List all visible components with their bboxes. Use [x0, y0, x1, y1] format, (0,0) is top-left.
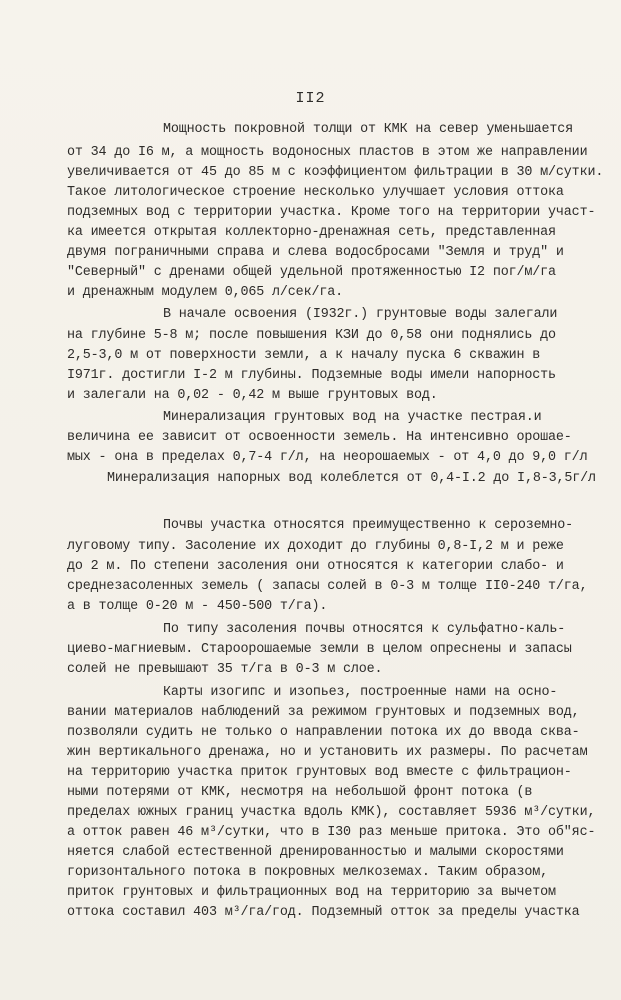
text-line: до 2 м. По степени засоления они относятся к категории слабо- и	[67, 559, 564, 574]
text-line: на территорию участка приток грунтовых вод вместе с фильтрацион-	[67, 765, 572, 780]
text-line: позволяли судить не только о направлении потока их до ввода сква-	[67, 725, 580, 740]
text-line: луговому типу. Засоление их доходит до глубины 0,8-I,2 м и реже	[67, 539, 564, 554]
text-line: солей не превышают 35 т/га в 0-3 м слое.	[67, 662, 383, 677]
text-line: на глубине 5-8 м; после повышения КЗИ до 0,58 они поднялись до	[67, 328, 556, 343]
text-line: а в толще 0-20 м - 450-500 т/га).	[67, 599, 328, 614]
text-line: мых - она в пределах 0,7-4 г/л, на неорошаемых - от 4,0 до 9,0 г/л	[67, 450, 588, 465]
text-line: вании материалов наблюдений за режимом грунтовых и подземных вод,	[67, 705, 580, 720]
text-line: I971г. достигли I-2 м глубины. Подземные воды имели напорность	[67, 368, 556, 383]
text-line: няется слабой естественной дренированностью и малыми скоростями	[67, 845, 564, 860]
text-line: и дренажным модулем 0,065 л/сек/га.	[67, 285, 343, 300]
text-line: 2,5-3,0 м от поверхности земли, а к началу пуска 6 скважин в	[67, 348, 541, 363]
text-line: пределах южных границ участка вдоль КМК), составляет 5936 м³/сутки,	[67, 805, 596, 820]
text-line: "Северный" с дренами общей удельной протяженностью I2 пог/м/га	[67, 265, 556, 280]
text-line: подземных вод с территории участка. Кроме того на территории участ-	[67, 205, 596, 220]
text-line: жин вертикального дренажа, но и установить их размеры. По расчетам	[67, 745, 588, 760]
text-line: По типу засоления почвы относятся к сульфатно-каль-	[163, 622, 566, 637]
text-line: от 34 до I6 м, а мощность водоносных пластов в этом же направлении	[67, 145, 588, 160]
text-line: величина ее зависит от освоенности земель. На интенсивно орошае-	[67, 430, 572, 445]
text-line: Почвы участка относятся преимущественно к сероземно-	[163, 518, 574, 533]
text-line: В начале освоения (I932г.) грунтовые воды залегали	[163, 307, 558, 322]
text-line: оттока составил 403 м³/га/год. Подземный отток за пределы участка	[67, 905, 580, 920]
text-line: и залегали на 0,02 - 0,42 м выше грунтовых вод.	[67, 388, 438, 403]
text-line: горизонтального потока в покровных мелкоземах. Таким образом,	[67, 865, 549, 880]
text-line: увеличивается от 45 до 85 м с коэффициентом фильтрации в 30 м/сутки.	[67, 165, 604, 180]
text-line: ными потерями от КМК, несмотря на небольшой фронт потока (в	[67, 785, 533, 800]
text-line: приток грунтовых и фильтрационных вод на территорию за вычетом	[67, 885, 556, 900]
text-line: Минерализация напорных вод колеблется от 0,4-I.2 до I,8-3,5г/л	[107, 471, 596, 486]
text-line: двумя пограничными справа и слева водосбросами "Земля и труд" и	[67, 245, 564, 260]
text-line: ка имеется открытая коллекторно-дренажная сеть, представленная	[67, 225, 556, 240]
text-line: Минерализация грунтовых вод на участке пестрая.и	[163, 410, 542, 425]
text-line: Такое литологическое строение несколько улучшает условия оттока	[67, 185, 564, 200]
text-line: Мощность покровной толщи от КМК на север уменьшается	[163, 122, 574, 137]
text-line: циево-магниевым. Староорошаемые земли в целом опреснены и запасы	[67, 642, 572, 657]
page-number: II2	[295, 90, 326, 107]
text-line: среднезасоленных земель ( запасы солей в 0-3 м толще II0-240 т/га,	[67, 579, 588, 594]
text-line: а отток равен 46 м³/сутки, что в I30 раз меньше притока. Это об"яс-	[67, 825, 596, 840]
text-line: Карты изогипс и изопьез, построенные нами на осно-	[163, 685, 558, 700]
